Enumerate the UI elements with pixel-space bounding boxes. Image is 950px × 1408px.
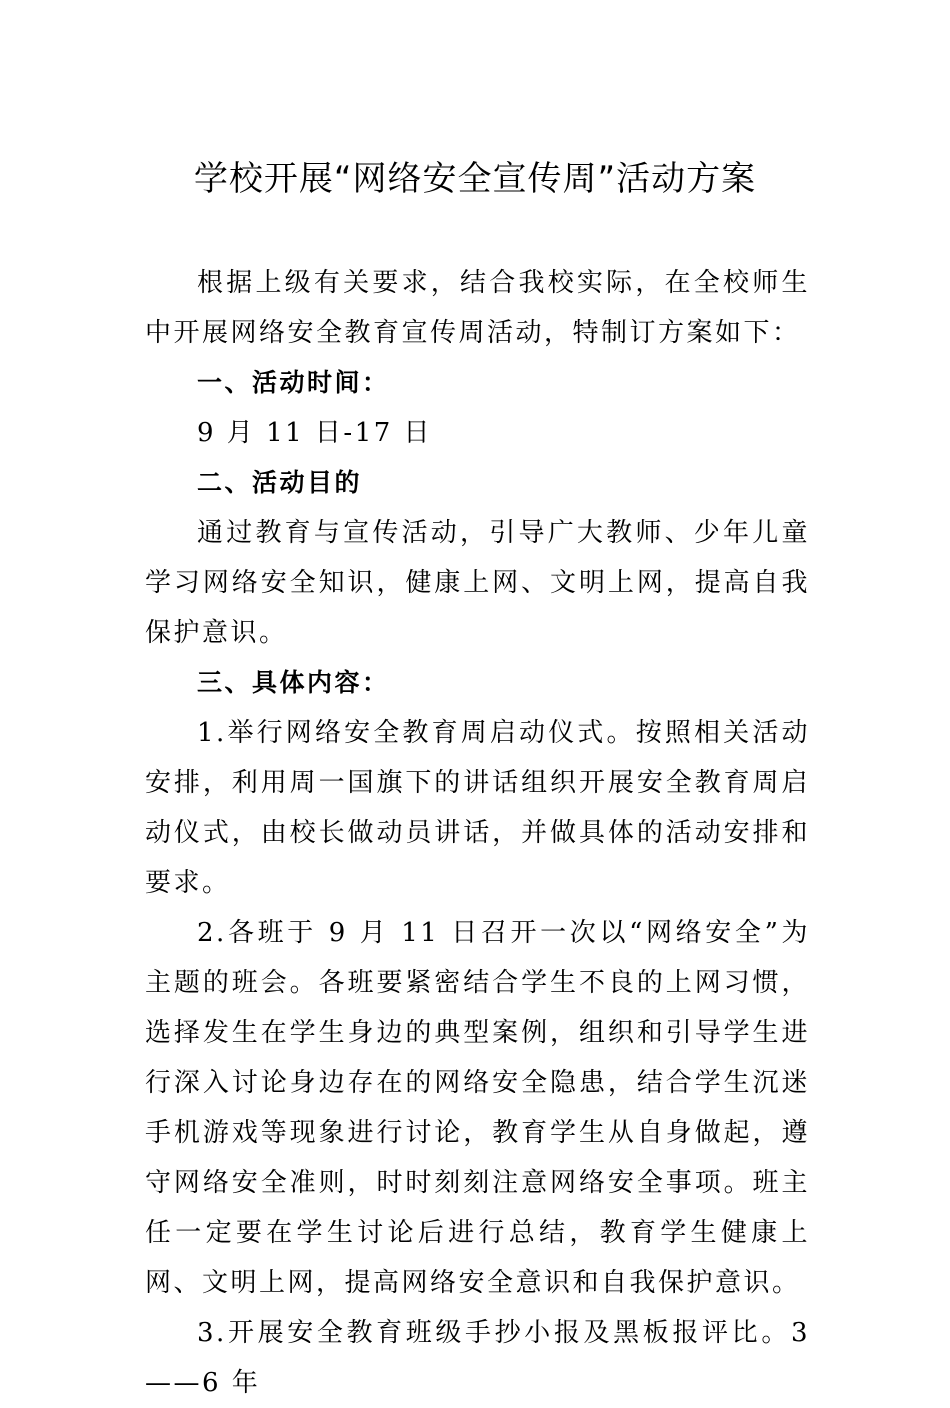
intro-paragraph: 根据上级有关要求，结合我校实际，在全校师生中开展网络安全教育宣传周活动，特制订方案如下： xyxy=(145,268,810,348)
document-title: 学校开展“网络安全宣传周”活动方案 xyxy=(193,159,757,199)
section-text-time: 9 月 11 日-17 日 xyxy=(197,418,433,448)
section-heading-time: 一、活动时间： xyxy=(197,368,390,397)
content-item-1: 1.举行网络安全教育周启动仪式。按照相关活动安排，利用周一国旗下的讲话组织开展安全教育周启动仪式，由校长做动员讲话，并做具体的活动安排和要求。 xyxy=(145,718,810,898)
section-text-purpose: 通过教育与宣传活动，引导广大教师、少年儿童学习网络安全知识，健康上网、文明上网，提高自我保护意识。 xyxy=(145,518,810,648)
document-body xyxy=(145,258,810,1408)
content-item-3: 3.开展安全教育班级手抄小报及黑板报评比。3——6 年 xyxy=(145,1318,810,1398)
section-heading-content: 三、具体内容： xyxy=(197,668,390,697)
content-item-2: 2.各班于 9 月 11 日召开一次以“网络安全”为主题的班会。各班要紧密结合学生不良的上网习惯，选择发生在学生身边的典型案例，组织和引导学生进行深入讨论身边存在的网络安全隐患，结合学生沉迷手机游戏等现象进行讨论，教育学生从自身做起，遵守网络安全准则，时时刻刻注意网络安全事项。班主任一定要在学生讨论后进行总结，教育学生健康上网、文明上网，提高网络安全意识和自我保护意识。 xyxy=(145,918,810,1298)
section-heading-purpose: 二、活动目的 xyxy=(197,468,363,497)
